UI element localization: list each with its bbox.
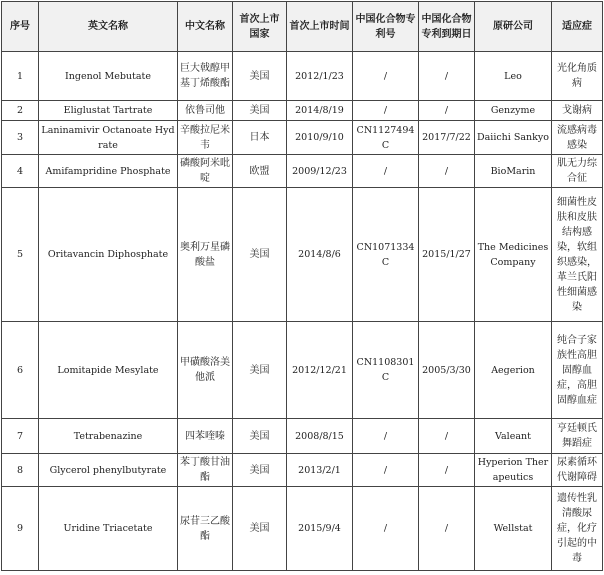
cell-no: 9 — [2, 487, 39, 571]
cell-patent: / — [353, 487, 419, 571]
cell-patent: / — [353, 419, 419, 454]
table-row — [2, 101, 603, 121]
cell-english-name: Lomitapide Mesylate — [39, 322, 178, 419]
header-first-country: 首次上市国家 — [233, 2, 287, 52]
header-row — [2, 2, 603, 52]
cell-patent: CN1071334C — [353, 188, 419, 322]
cell-english-name: Eliglustat Tartrate — [39, 101, 178, 121]
cell-patent: CN1127494C — [353, 121, 419, 155]
cell-date: 2015/9/4 — [287, 487, 353, 571]
cell-indication: 细菌性皮肤和皮肤结构感染，软组织感染，革兰氏阳性细菌感染 — [552, 188, 603, 322]
table-row — [2, 419, 603, 454]
header-originator: 原研公司 — [475, 2, 552, 52]
cell-expiry: / — [419, 487, 475, 571]
cell-company: BioMarin — [475, 155, 552, 188]
cell-date: 2012/1/23 — [287, 52, 353, 101]
drug-table — [1, 1, 603, 571]
cell-company: Leo — [475, 52, 552, 101]
cell-patent: / — [353, 155, 419, 188]
cell-country: 美国 — [233, 419, 287, 454]
cell-chinese-name: 甲磺酸洛美他派 — [178, 322, 233, 419]
cell-country: 美国 — [233, 52, 287, 101]
cell-no: 2 — [2, 101, 39, 121]
cell-expiry: 2015/1/27 — [419, 188, 475, 322]
cell-indication: 流感病毒感染 — [552, 121, 603, 155]
cell-country: 美国 — [233, 188, 287, 322]
cell-expiry: / — [419, 101, 475, 121]
cell-no: 7 — [2, 419, 39, 454]
cell-no: 4 — [2, 155, 39, 188]
cell-date: 2009/12/23 — [287, 155, 353, 188]
cell-date: 2013/2/1 — [287, 454, 353, 487]
cell-date: 2010/9/10 — [287, 121, 353, 155]
cell-patent: / — [353, 101, 419, 121]
table-row — [2, 52, 603, 101]
header-chinese-name: 中文名称 — [178, 2, 233, 52]
cell-country: 美国 — [233, 454, 287, 487]
cell-indication: 遗传性乳清酸尿症，化疗引起的中毒 — [552, 487, 603, 571]
cell-english-name: Oritavancin Diphosphate — [39, 188, 178, 322]
cell-country: 美国 — [233, 101, 287, 121]
cell-indication: 纯合子家族性高胆固醇血症，高胆固醇血症 — [552, 322, 603, 419]
table-row — [2, 155, 603, 188]
cell-patent: / — [353, 52, 419, 101]
cell-country: 日本 — [233, 121, 287, 155]
cell-company: Valeant — [475, 419, 552, 454]
header-english-name: 英文名称 — [39, 2, 178, 52]
cell-english-name: Laninamivir Octanoate Hydrate — [39, 121, 178, 155]
cell-expiry: / — [419, 454, 475, 487]
cell-company: Daiichi Sankyo — [475, 121, 552, 155]
cell-company: Hyperion Therapeutics — [475, 454, 552, 487]
cell-indication: 肌无力综合征 — [552, 155, 603, 188]
cell-no: 5 — [2, 188, 39, 322]
table-row — [2, 322, 603, 419]
header-no: 序号 — [2, 2, 39, 52]
cell-country: 欧盟 — [233, 155, 287, 188]
table-row — [2, 188, 603, 322]
cell-chinese-name: 奥利万星磷酸盐 — [178, 188, 233, 322]
header-patent-expiry: 中国化合物专利到期日 — [419, 2, 475, 52]
header-cn-patent: 中国化合物专利号 — [353, 2, 419, 52]
cell-indication: 戈谢病 — [552, 101, 603, 121]
cell-chinese-name: 巨大戟醇甲基丁烯酸酯 — [178, 52, 233, 101]
cell-country: 美国 — [233, 322, 287, 419]
cell-expiry: / — [419, 419, 475, 454]
cell-expiry: / — [419, 155, 475, 188]
cell-date: 2014/8/6 — [287, 188, 353, 322]
cell-no: 3 — [2, 121, 39, 155]
cell-expiry: 2005/3/30 — [419, 322, 475, 419]
cell-no: 8 — [2, 454, 39, 487]
cell-english-name: Tetrabenazine — [39, 419, 178, 454]
cell-company: Genzyme — [475, 101, 552, 121]
cell-chinese-name: 辛酸拉尼米韦 — [178, 121, 233, 155]
cell-no: 6 — [2, 322, 39, 419]
cell-english-name: Amifampridine Phosphate — [39, 155, 178, 188]
cell-patent: CN1108301C — [353, 322, 419, 419]
cell-chinese-name: 尿苷三乙酸酯 — [178, 487, 233, 571]
header-indication: 适应症 — [552, 2, 603, 52]
table-row — [2, 121, 603, 155]
cell-company: The Medicines Company — [475, 188, 552, 322]
header-first-date: 首次上市时间 — [287, 2, 353, 52]
cell-company: Wellstat — [475, 487, 552, 571]
cell-company: Aegerion — [475, 322, 552, 419]
cell-chinese-name: 磷酸阿米吡啶 — [178, 155, 233, 188]
cell-patent: / — [353, 454, 419, 487]
cell-english-name: Uridine Triacetate — [39, 487, 178, 571]
cell-no: 1 — [2, 52, 39, 101]
cell-date: 2012/12/21 — [287, 322, 353, 419]
table-row — [2, 487, 603, 571]
cell-chinese-name: 依鲁司他 — [178, 101, 233, 121]
cell-indication: 亨廷顿氏舞蹈症 — [552, 419, 603, 454]
cell-expiry: 2017/7/22 — [419, 121, 475, 155]
cell-expiry: / — [419, 52, 475, 101]
cell-chinese-name: 四苯喹嗪 — [178, 419, 233, 454]
cell-chinese-name: 苯丁酸甘油酯 — [178, 454, 233, 487]
cell-indication: 尿素循环代谢障碍 — [552, 454, 603, 487]
cell-date: 2008/8/15 — [287, 419, 353, 454]
cell-indication: 光化角质病 — [552, 52, 603, 101]
cell-english-name: Glycerol phenylbutyrate — [39, 454, 178, 487]
cell-english-name: Ingenol Mebutate — [39, 52, 178, 101]
table-row — [2, 454, 603, 487]
cell-date: 2014/8/19 — [287, 101, 353, 121]
cell-country: 美国 — [233, 487, 287, 571]
